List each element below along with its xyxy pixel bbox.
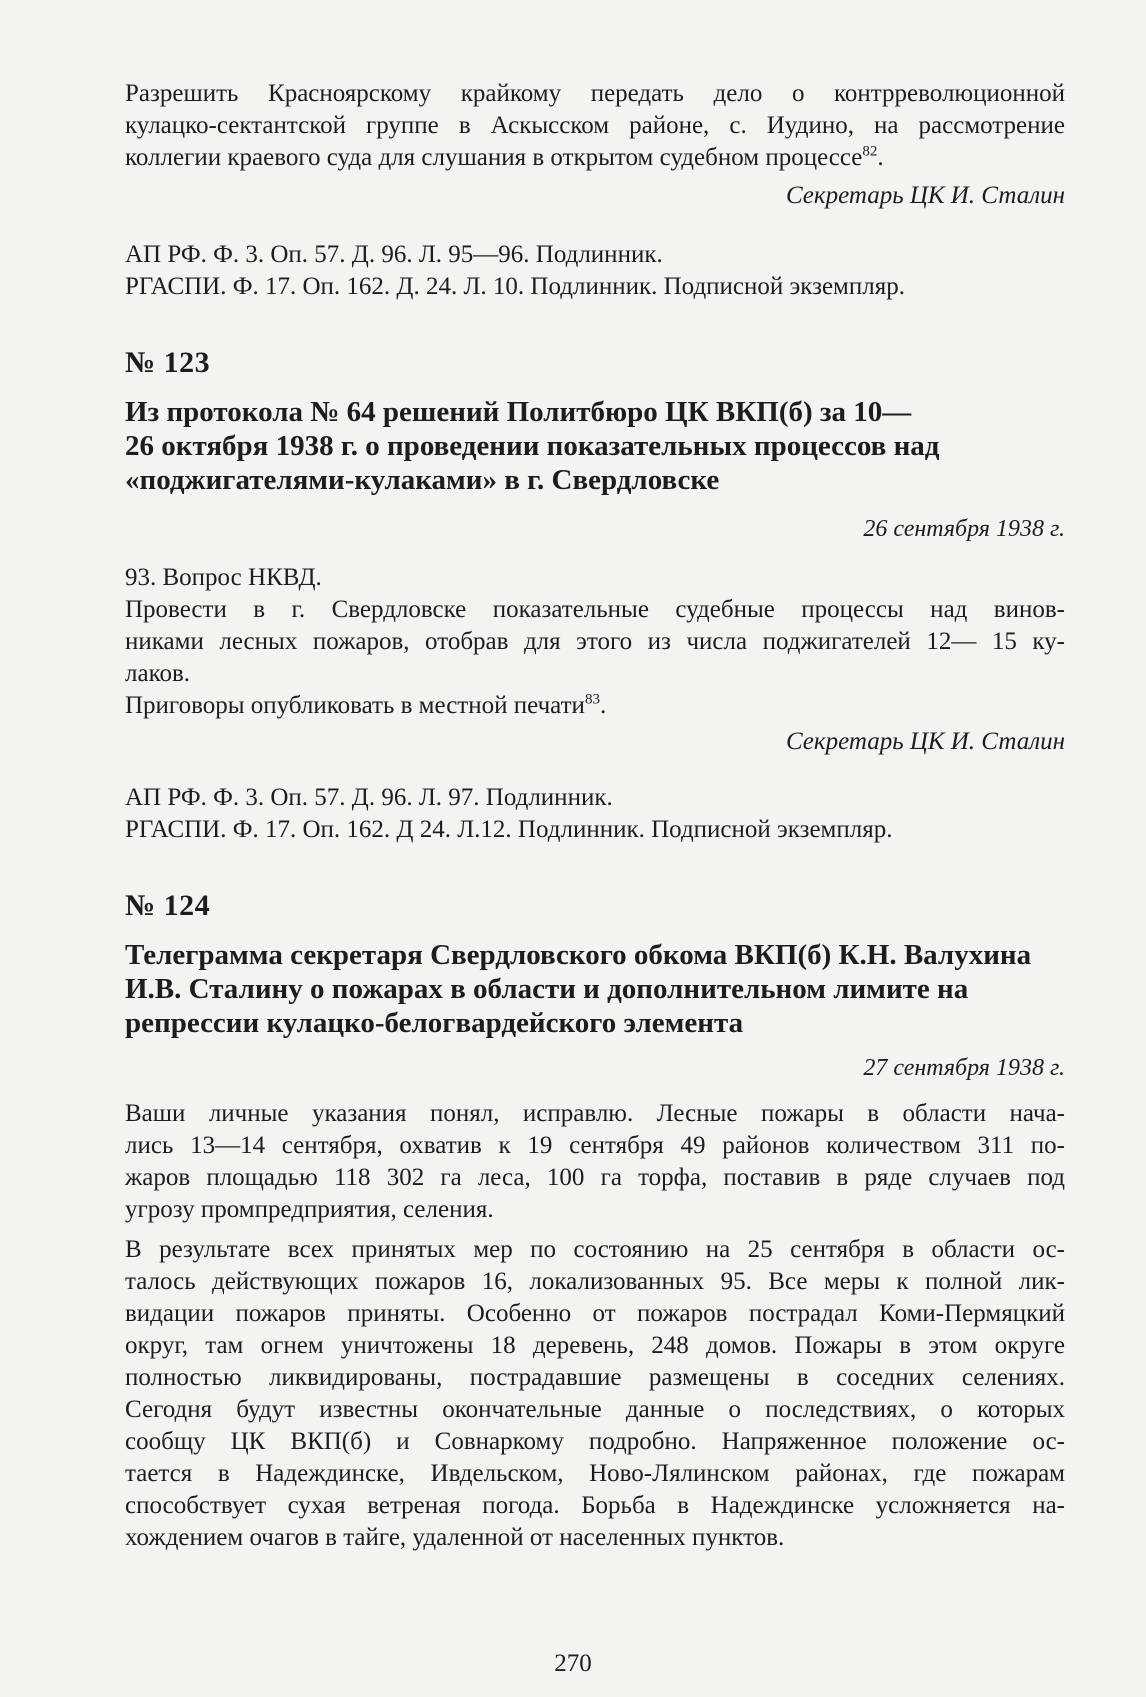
text-line: жаров площадью 118 302 га леса, 100 га торфа, поставив в ряде случаев под	[125, 1164, 1065, 1191]
text-line: сообщу ЦК ВКП(б) и Совнаркому подробно. Напряженное положение ос-	[125, 1428, 1065, 1455]
text-line: Приговоры опубликовать в местной печати$^{83}$.	[125, 691, 607, 719]
title-line: И.В. Сталину о пожарах в области и дополнительном лимите на	[125, 973, 969, 1005]
doc124-number: № 124	[125, 889, 211, 922]
text-line: коллегии краевого суда для слушания в открытом судебном процессе$^{82}$.	[125, 143, 884, 171]
item-heading: 93. Вопрос НКВД.	[125, 564, 322, 591]
title-line: «поджигателями-кулаками» в г. Свердловске	[125, 464, 720, 496]
doc123-number: № 123	[125, 346, 211, 379]
archive-ref: АП РФ. Ф. 3. Оп. 57. Д. 96. Л. 97. Подлинник.	[125, 784, 613, 811]
text-line: тается в Надеждинске, Ивдельском, Ново-Лялинском районах, где пожарам	[125, 1460, 1065, 1487]
doc123-date: 26 сентября 1938 г.	[863, 516, 1065, 542]
text-line: кулацко-сектантской группе в Аскысском районе, с. Иудино, на рассмотрение	[125, 112, 1065, 139]
doc123-archive	[125, 782, 1065, 846]
text-line: видации пожаров приняты. Особенно от пожаров пострадал Коми-Пермяцкий	[125, 1300, 1065, 1327]
doc124-paragraph-1	[125, 1098, 1065, 1226]
doc124-paragraph-2	[125, 1234, 1065, 1554]
text-line: угрозу промпредприятия, селения.	[125, 1196, 494, 1223]
text-line: никами лесных пожаров, отобрав для этого из числа поджигателей 12— 15 ку-	[125, 628, 1065, 655]
text-line: В результате всех принятых мер по состоянию на 25 сентября в области ос-	[125, 1236, 1065, 1263]
doc124-title	[125, 938, 1075, 1040]
title-line: Телеграмма секретаря Свердловского обкома ВКП(б) К.Н. Валухина	[125, 939, 1032, 971]
title-line: 26 октября 1938 г. о проведении показательных процессов над	[125, 430, 940, 462]
doc123-title	[125, 395, 1085, 497]
text-line: Провести в г. Свердловске показательные судебные процессы над винов-	[125, 596, 1065, 623]
text-line: Разрешить Красноярскому крайкому передать дело о контрреволюционной	[125, 80, 1065, 107]
doc122-signature: Секретарь ЦК И. Сталин	[785, 182, 1065, 209]
text-line: лаков.	[125, 660, 191, 687]
footnote-ref: 83	[584, 691, 600, 708]
text-line: полностью ликвидированы, пострадавшие размещены в соседних селениях.	[125, 1364, 1065, 1391]
text-line: Сегодня будут известны окончательные данные о последствиях, о которых	[125, 1396, 1065, 1423]
text-line: лись 13—14 сентября, охватив к 19 сентября 49 районов количеством 311 по-	[125, 1132, 1065, 1159]
text-line: хождением очагов в тайге, удаленной от населенных пунктов.	[125, 1524, 785, 1551]
doc124-date: 27 сентября 1938 г.	[863, 1055, 1065, 1081]
archive-ref: РГАСПИ. Ф. 17. Оп. 162. Д 24. Л.12. Подлинник. Подписной экземпляр.	[125, 816, 893, 843]
page-number: 270	[554, 1650, 592, 1677]
doc122-body	[125, 78, 1065, 174]
doc123-body	[125, 562, 1065, 722]
title-line: репрессии кулацко-белогвардейского элемента	[125, 1007, 744, 1039]
text-line: способствует сухая ветреная погода. Борьба в Надеждинске усложняется на-	[125, 1492, 1065, 1519]
doc122-archive	[125, 239, 1065, 303]
text-line: талось действующих пожаров 16, локализованных 95. Все меры к полной лик-	[125, 1268, 1065, 1295]
footnote-ref: 82	[862, 143, 878, 160]
archive-ref: АП РФ. Ф. 3. Оп. 57. Д. 96. Л. 95—96. Подлинник.	[125, 241, 663, 268]
title-line: Из протокола № 64 решений Политбюро ЦК ВКП(б) за 10—	[125, 396, 912, 428]
text-line: Ваши личные указания понял, исправлю. Лесные пожары в области нача-	[125, 1100, 1065, 1127]
archive-ref: РГАСПИ. Ф. 17. Оп. 162. Д. 24. Л. 10. Подлинник. Подписной экземпляр.	[125, 273, 905, 300]
doc123-signature: Секретарь ЦК И. Сталин	[785, 728, 1065, 755]
text-line: округ, там огнем уничтожены 18 деревень, 248 домов. Пожары в этом округе	[125, 1332, 1065, 1359]
